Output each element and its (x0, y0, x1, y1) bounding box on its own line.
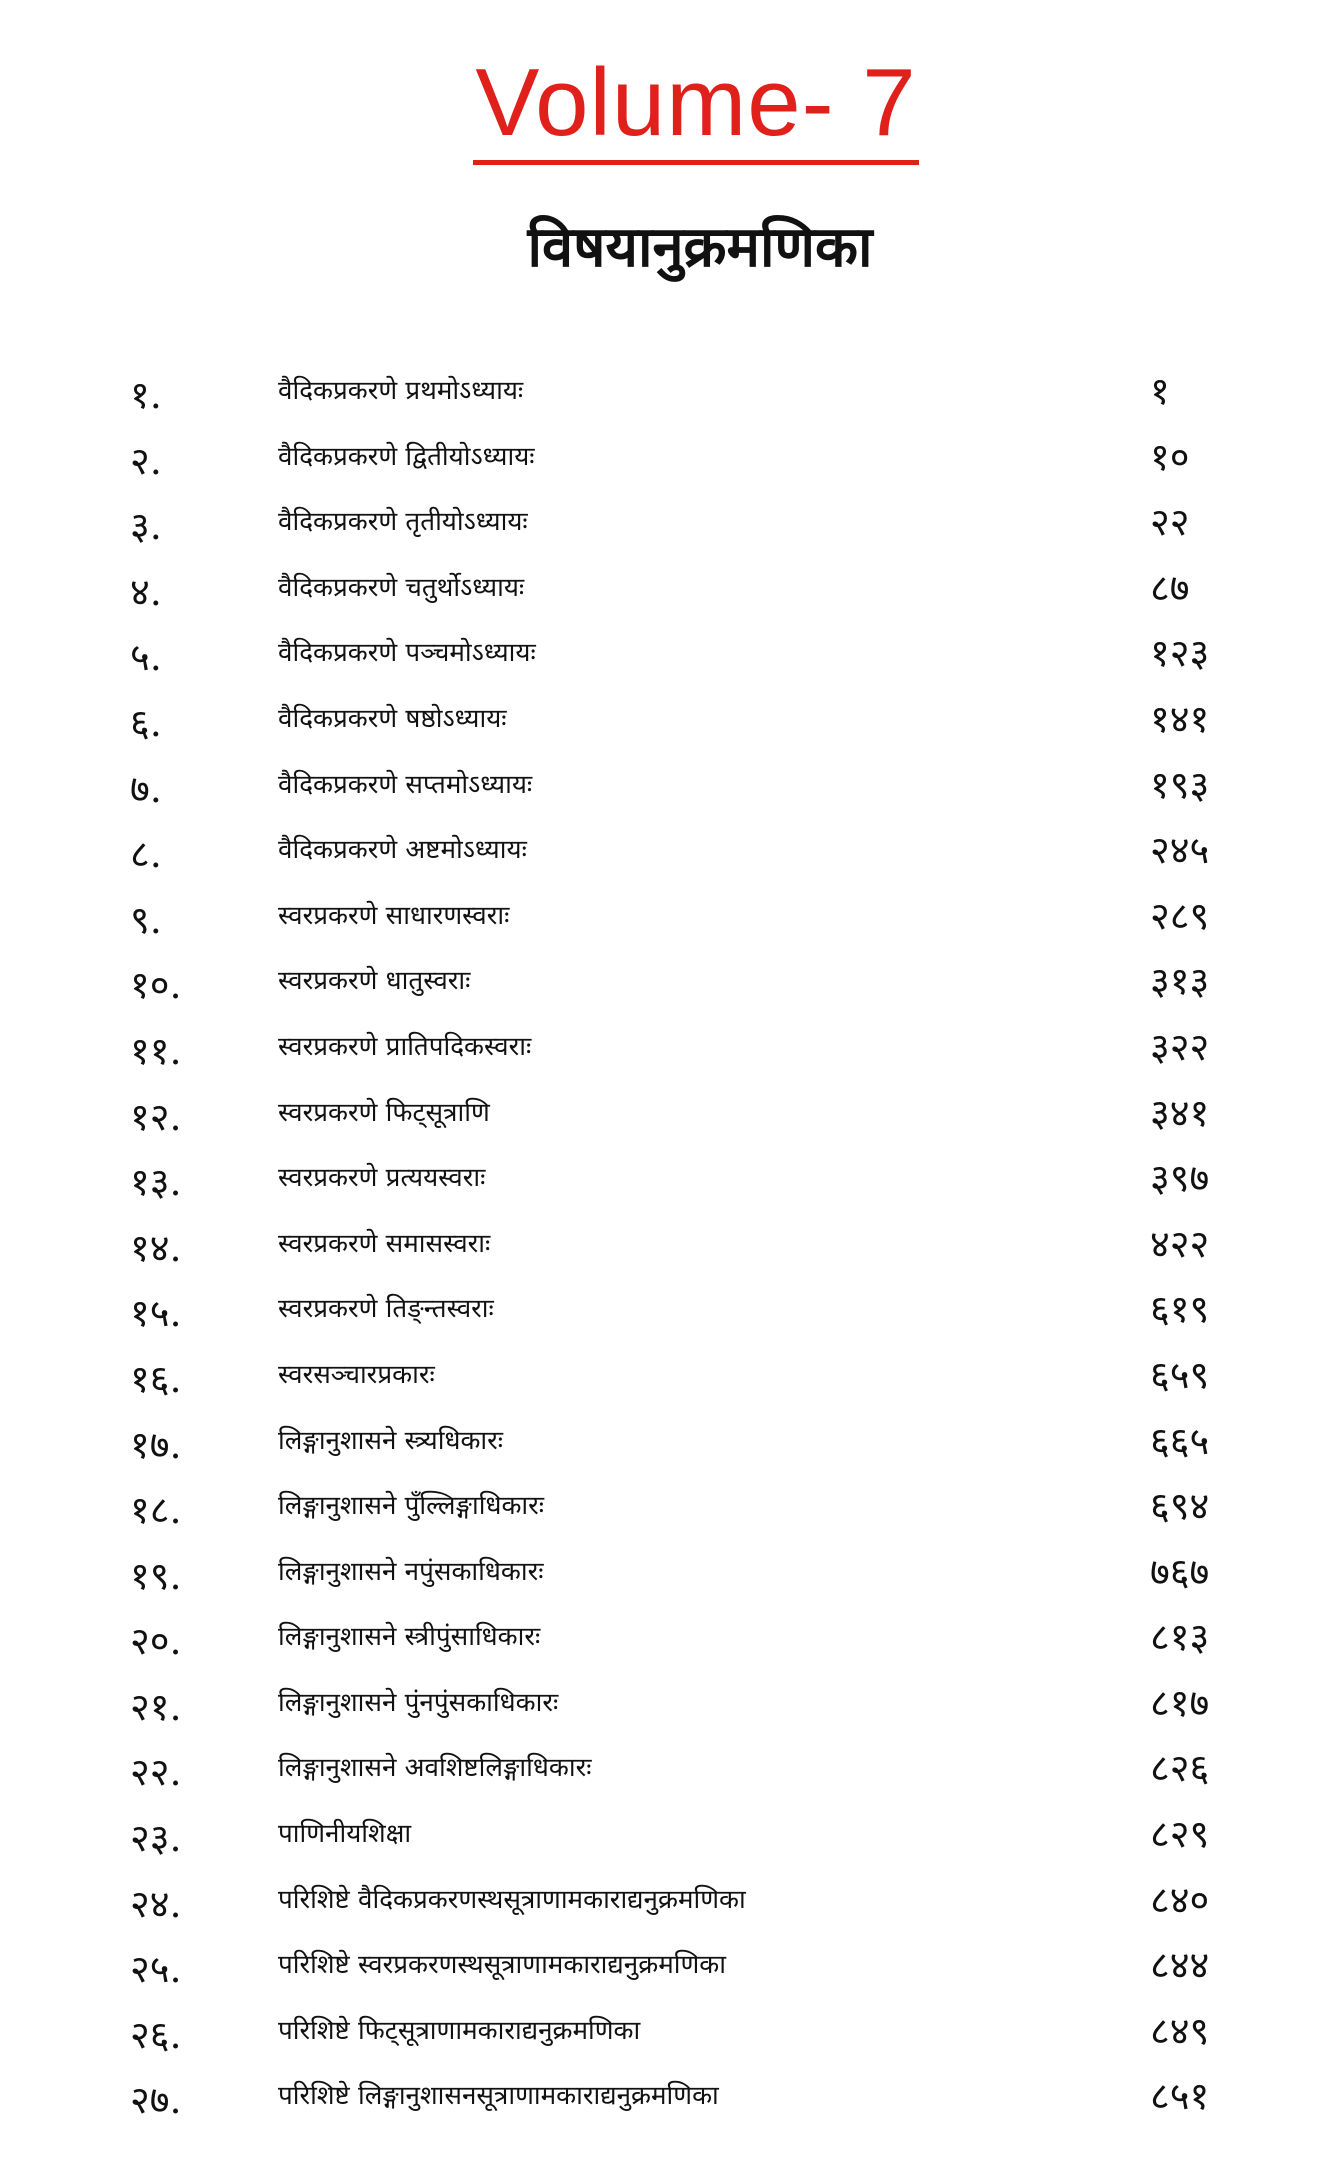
toc-entry-page: २८९ (1150, 893, 1210, 938)
toc-row (0, 1342, 1330, 1408)
toc-entry-number: ९. (130, 897, 162, 942)
toc-row (0, 1867, 1330, 1933)
toc-row (0, 1670, 1330, 1736)
toc-entry-page: ८४९ (1150, 2008, 1210, 2053)
toc-entry-page: ३९७ (1150, 1156, 1210, 1201)
toc-entry-title: स्वरप्रकरणे धातुस्वराः (278, 966, 471, 997)
toc-entry-number: २३. (130, 1816, 182, 1861)
toc-entry-page: १९३ (1150, 762, 1210, 807)
toc-entry-title: परिशिष्टे फिट्सूत्राणामकाराद्यनुक्रमणिका (278, 2015, 641, 2046)
toc-row (0, 1604, 1330, 1670)
toc-row (0, 1932, 1330, 1998)
toc-entry-title: लिङ्गानुशासने पुंनपुंसकाधिकारः (278, 1687, 559, 1718)
toc-entry-number: १८. (130, 1488, 182, 1533)
toc-row (0, 489, 1330, 555)
toc-entry-number: २२. (130, 1750, 182, 1795)
toc-entry-number: ५. (130, 635, 162, 680)
toc-entry-page: २४५ (1150, 828, 1210, 873)
toc-entry-title: पाणिनीयशिक्षा (278, 1819, 412, 1850)
toc-entry-page: १ (1150, 369, 1170, 413)
toc-title: विषयानुक्रमणिका (527, 215, 873, 280)
toc-entry-title: लिङ्गानुशासने स्त्रीपुंसाधिकारः (278, 1622, 541, 1653)
toc-entry-page: ८१३ (1150, 1615, 1210, 1660)
toc-entry-title: स्वरप्रकरणे फिट्सूत्राणि (278, 1097, 490, 1128)
toc-entry-number: १७. (130, 1422, 182, 1467)
toc-row (0, 948, 1330, 1014)
toc-row (0, 620, 1330, 686)
toc-entry-number: १. (130, 373, 162, 417)
toc-entry-title: वैदिकप्रकरणे प्रथमोऽध्यायः (278, 376, 524, 406)
toc-entry-page: १२३ (1150, 631, 1210, 676)
toc-row (0, 686, 1330, 752)
toc-entry-number: ६. (130, 700, 162, 745)
toc-entry-title: लिङ्गानुशासने स्त्र्यधिकारः (278, 1425, 504, 1456)
toc-entry-number: २७. (130, 2078, 182, 2123)
toc-entry-number: २. (130, 438, 162, 483)
toc-entry-title: वैदिकप्रकरणे तृतीयोऽध्यायः (278, 507, 528, 538)
toc-entry-page: ३२२ (1150, 1024, 1210, 1069)
toc-row (0, 1539, 1330, 1605)
toc-entry-page: १० (1150, 434, 1190, 479)
toc-entry-title: स्वरप्रकरणे समासस्वराः (278, 1228, 491, 1259)
toc-entry-number: १२. (130, 1094, 182, 1139)
toc-row (0, 883, 1330, 949)
toc-entry-number: ४. (130, 569, 162, 614)
toc-row (0, 1276, 1330, 1342)
toc-entry-page: ६६५ (1150, 1418, 1210, 1463)
toc-entry-number: १९. (130, 1553, 182, 1598)
toc-entry-page: ६९४ (1150, 1484, 1210, 1529)
toc-row (0, 424, 1330, 490)
toc-row (0, 1473, 1330, 1539)
toc-entry-title: स्वरप्रकरणे प्रत्ययस्वराः (278, 1163, 486, 1194)
toc-entry-page: ६५९ (1150, 1352, 1210, 1397)
toc-entry-number: १६. (130, 1356, 182, 1401)
toc-entry-page: ८१७ (1150, 1680, 1210, 1725)
toc-entry-page: ३४१ (1150, 1090, 1210, 1135)
toc-row (0, 1735, 1330, 1801)
toc-entry-number: १४. (130, 1225, 182, 1270)
toc-entry-number: ७. (130, 766, 162, 811)
toc-row (0, 1408, 1330, 1474)
toc-entry-title: वैदिकप्रकरणे अष्टमोऽध्यायः (278, 835, 527, 866)
toc-row (0, 2063, 1330, 2129)
toc-entry-page: ८५१ (1150, 2074, 1210, 2119)
toc-entry-page: ८२९ (1150, 1812, 1210, 1857)
toc-entry-number: २४. (130, 1881, 182, 1926)
toc-entry-page: २२ (1150, 500, 1190, 545)
toc-entry-title: वैदिकप्रकरणे षष्ठोऽध्यायः (278, 703, 507, 734)
toc-entry-title: वैदिकप्रकरणे चतुर्थोऽध्यायः (278, 572, 525, 603)
toc-title-block (0, 208, 1330, 288)
toc-row (0, 555, 1330, 621)
toc-entry-title: स्वरप्रकरणे साधारणस्वराः (278, 900, 510, 931)
toc-row (0, 1211, 1330, 1277)
toc-row (0, 358, 1330, 424)
volume-heading: Volume- 7 (473, 48, 918, 165)
toc-entry-title: वैदिकप्रकरणे पञ्चमोऽध्यायः (278, 638, 536, 669)
toc-entry-number: २०. (130, 1619, 182, 1664)
volume-heading-block (0, 48, 1330, 165)
toc-entry-title: स्वरसञ्चारप्रकारः (278, 1359, 435, 1390)
toc-entry-page: ८४० (1150, 1877, 1210, 1922)
toc-row (0, 1801, 1330, 1867)
toc-entry-number: २६. (130, 2012, 182, 2057)
toc-entry-title: परिशिष्टे लिङ्गानुशासनसूत्राणामकाराद्यनुक्रमणिका (278, 2081, 719, 2112)
toc-entry-page: ७६७ (1150, 1549, 1210, 1594)
toc-entry-title: वैदिकप्रकरणे सप्तमोऽध्यायः (278, 769, 533, 800)
toc-entry-title: स्वरप्रकरणे तिङ्न्तस्वराः (278, 1294, 494, 1325)
toc-entry-title: परिशिष्टे स्वरप्रकरणस्थसूत्राणामकाराद्यनुक्रमणिका (278, 1950, 726, 1981)
toc-entry-number: २१. (130, 1684, 182, 1729)
toc-entry-number: ११. (130, 1028, 182, 1073)
toc-entry-title: स्वरप्रकरणे प्रातिपदिकस्वराः (278, 1031, 532, 1062)
toc-entry-number: १३. (130, 1160, 182, 1205)
toc-entry-title: लिङ्गानुशासने नपुंसकाधिकारः (278, 1556, 544, 1587)
toc-entry-number: ३. (130, 504, 162, 549)
toc-entry-page: ८२६ (1150, 1746, 1210, 1791)
toc-row (0, 1998, 1330, 2064)
toc-entry-title: परिशिष्टे वैदिकप्रकरणस्थसूत्राणामकाराद्यनुक्रमणिका (278, 1884, 746, 1915)
toc-entry-page: ८४४ (1150, 1943, 1210, 1988)
toc-entry-number: १५. (130, 1291, 182, 1336)
toc-entry-title: लिङ्गानुशासने पुँल्लिङ्गाधिकारः (278, 1491, 545, 1522)
toc-entry-number: ८. (130, 832, 162, 877)
toc-row (0, 1080, 1330, 1146)
toc-row (0, 1145, 1330, 1211)
toc-entry-page: ६१९ (1150, 1287, 1210, 1332)
toc-entry-title: वैदिकप्रकरणे द्वितीयोऽध्यायः (278, 441, 535, 472)
toc-entry-page: १४१ (1150, 696, 1210, 741)
toc-entry-page: ४२२ (1150, 1221, 1210, 1266)
toc-row (0, 817, 1330, 883)
toc-entry-number: २५. (130, 1947, 182, 1992)
toc-entry-title: लिङ्गानुशासने अवशिष्टलिङ्गाधिकारः (278, 1753, 592, 1784)
toc-entry-number: १०. (130, 963, 182, 1008)
toc-row (0, 1014, 1330, 1080)
toc-row (0, 752, 1330, 818)
toc-entry-page: ३१३ (1150, 959, 1210, 1004)
toc-list (0, 358, 1330, 2129)
toc-entry-page: ८७ (1150, 565, 1190, 610)
